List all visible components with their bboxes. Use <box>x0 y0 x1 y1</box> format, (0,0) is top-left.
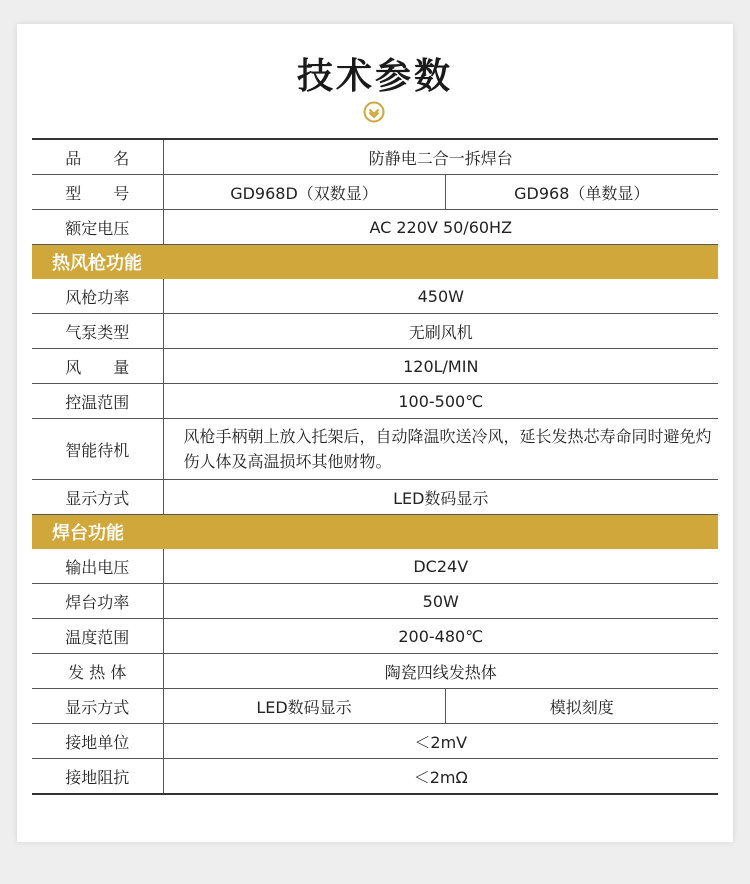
page-title: 技术参数 <box>296 56 453 97</box>
row-label: 气泵类型 <box>32 314 163 349</box>
row-label: 风 量 <box>32 349 163 384</box>
row-value: 200-480℃ <box>163 619 718 654</box>
row-value-led: LED数码显示 <box>163 689 445 724</box>
row-label: 接地阻抗 <box>32 759 163 795</box>
row-value: 100-500℃ <box>163 384 718 419</box>
table-row <box>32 619 718 654</box>
row-label: 智能待机 <box>32 419 163 480</box>
row-label: 发 热 体 <box>32 654 163 689</box>
row-value: ＜2mΩ <box>163 759 718 795</box>
table-row <box>32 349 718 384</box>
section-header-station <box>32 515 718 550</box>
table-row <box>32 549 718 584</box>
table-row-name <box>32 139 718 175</box>
row-value: 防静电二合一拆焊台 <box>163 139 718 175</box>
row-value: DC24V <box>163 549 718 584</box>
row-label: 控温范围 <box>32 384 163 419</box>
row-label: 显示方式 <box>32 480 163 515</box>
row-value: LED数码显示 <box>163 480 718 515</box>
table-row <box>32 759 718 795</box>
row-label: 接地单位 <box>32 724 163 759</box>
table-row <box>32 314 718 349</box>
table-row <box>32 584 718 619</box>
table-row <box>32 654 718 689</box>
row-label: 焊台功率 <box>32 584 163 619</box>
chevron-down-circle-icon <box>363 101 385 123</box>
row-label: 风枪功率 <box>32 279 163 314</box>
row-value: 120L/MIN <box>163 349 718 384</box>
row-value: 50W <box>163 584 718 619</box>
row-value-paragraph: 风枪手柄朝上放入托架后，自动降温吹送冷风，延长发热芯寿命同时避免灼伤人体及高温损坏其他财物。 <box>163 419 718 480</box>
table-row <box>32 419 718 480</box>
table-row <box>32 689 718 724</box>
row-value-analog: 模拟刻度 <box>445 689 718 724</box>
row-label: 输出电压 <box>32 549 163 584</box>
table-row-voltage <box>32 210 718 245</box>
section-header-hot-air <box>32 245 718 280</box>
row-label: 温度范围 <box>32 619 163 654</box>
row-value: 450W <box>163 279 718 314</box>
spec-table <box>32 138 718 795</box>
table-row <box>32 279 718 314</box>
table-row <box>32 480 718 515</box>
row-label: 型 号 <box>32 175 163 210</box>
table-row <box>32 724 718 759</box>
row-value-single: GD968（单数显） <box>445 175 718 210</box>
section-heading: 焊台功能 <box>32 515 718 550</box>
row-value: 无刷风机 <box>163 314 718 349</box>
row-label: 显示方式 <box>32 689 163 724</box>
row-label: 品 名 <box>32 139 163 175</box>
row-value-dual: GD968D（双数显） <box>163 175 445 210</box>
section-heading: 热风枪功能 <box>32 245 718 280</box>
table-row <box>32 384 718 419</box>
row-value: ＜2mV <box>163 724 718 759</box>
row-value: 陶瓷四线发热体 <box>163 654 718 689</box>
row-value: AC 220V 50/60HZ <box>163 210 718 245</box>
row-label: 额定电压 <box>32 210 163 245</box>
table-row-model <box>32 175 718 210</box>
